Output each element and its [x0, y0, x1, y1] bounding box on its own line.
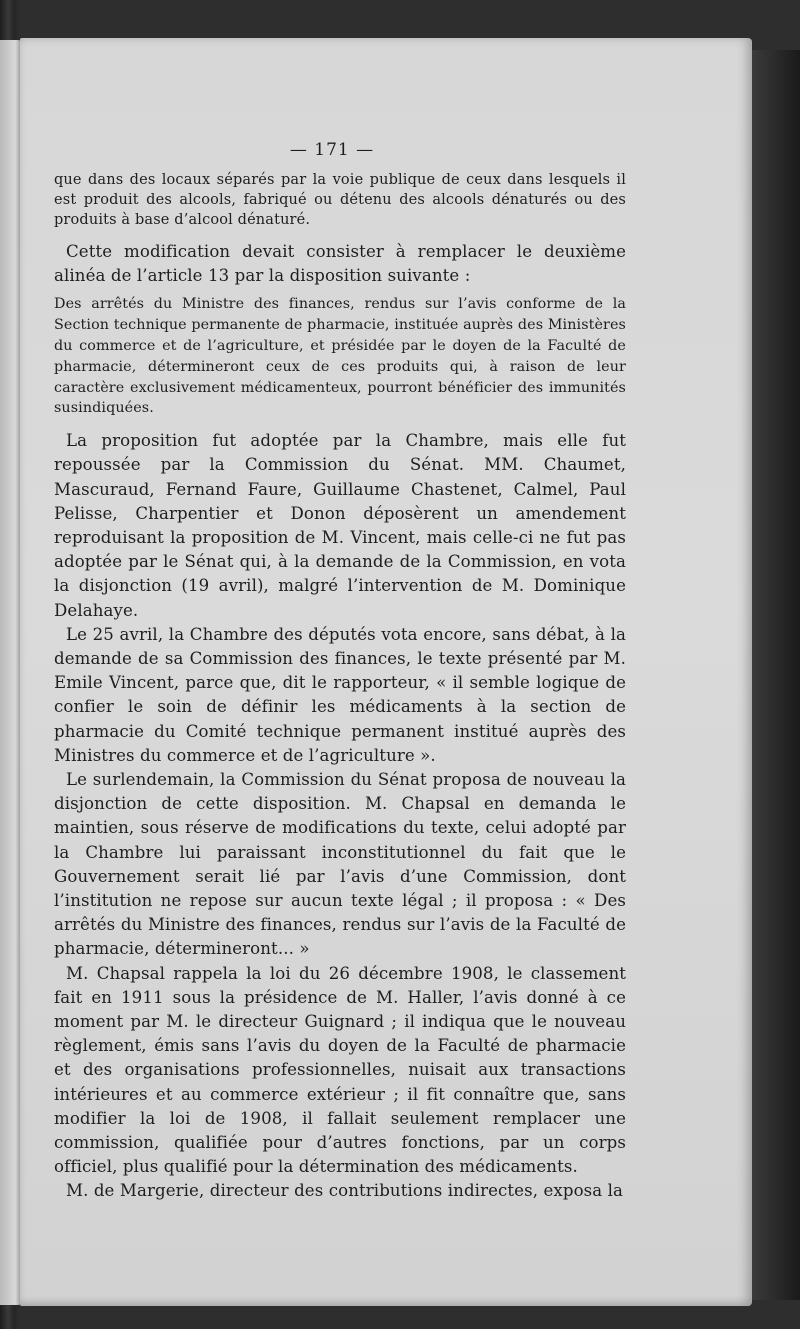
binding-shadow [752, 50, 800, 1300]
page-number: — 171 — [289, 140, 375, 160]
page-text-block [54, 140, 626, 1204]
paragraph-quoted-provision: Des arrêtés du Ministre des finances, rendus sur l’avis conforme de la Section technique permanente de pharmacie, instituée auprès des Ministères du commerce et de l’agriculture, et présidée par le doyen de la Faculté de pharmacie, détermineront ceux de ces produits qui, à raison de leur caractère exclusivement médicamenteux, pourront bénéficier des immunités susindiquées. [54, 296, 626, 417]
paragraph-continuation: que dans des locaux séparés par la voie publique de ceux dans lesquels il est produit des alcools, fabriqué ou détenu des alcools dénaturés ou des produits à base d’alcool dénaturé. [54, 172, 626, 228]
paragraph-modification: Cette modification devait consister à remplacer le deuxième alinéa de l’article 13 par la disposition suivante : [54, 242, 626, 286]
paragraph-margerie: M. de Margerie, directeur des contributions indirectes, exposa la [66, 1181, 624, 1201]
facing-page-edge [0, 40, 22, 1305]
paragraph-surlendemain: Le surlendemain, la Commission du Sénat proposa de nouveau la disjonction de cette disposition. M. Chapsal en demanda le maintien, sous réserve de modifications du texte, celui adopté par la Chambre lui paraissant inconstitutionnel du fait que le Gouvernement serait lié par l’avis d’une Commission, dont l’institution ne repose sur aucun texte légal ; il proposa : « Des arrêtés du Ministre des finances, rendus sur l’avis de la Faculté de pharmacie, détermineront... » [54, 770, 626, 959]
paragraph-chapsal: M. Chapsal rappela la loi du 26 décembre 1908, le classement fait en 1911 sous la présidence de M. Haller, l’avis donné à ce moment par M. le directeur Guignard ; il indiqua que le nouveau règlement, émis sans l’avis du doyen de la Faculté de pharmacie et des organisations professionnelles, nuisait aux transactions intérieures et au commerce extérieur ; il fit connaître que, sans modifier la loi de 1908, il fallait seulement remplacer une commission, qualifiée pour d’autres fonctions, par un corps officiel, plus qualifié pour la détermination des médicaments. [54, 963, 626, 1177]
paragraph-proposition-adopted: La proposition fut adoptée par la Chambre, mais elle fut repoussée par la Commission du Sénat. MM. Chaumet, Mascuraud, Fernand Faure, Guillaume Chastenet, Calmel, Paul Pelisse, Charpentier et Donon déposèrent un amendement reproduisant la proposition de M. Vincent, mais celle-ci ne fut pas adoptée par le Sénat qui, à la demande de la Commission, en vota la disjonction (19 avril), malgré l’intervention de M. Dominique Delahaye. [54, 431, 626, 620]
paragraph-25-avril: Le 25 avril, la Chambre des députés vota encore, sans débat, à la demande de sa Commission des finances, le texte présenté par M. Emile Vincent, parce que, dit le rapporteur, « il semble logique de confier le soin de définir les médicaments à la section de pharmacie du Comité technique permanent institué auprès des Ministres du commerce et de l’agriculture ». [54, 624, 626, 765]
